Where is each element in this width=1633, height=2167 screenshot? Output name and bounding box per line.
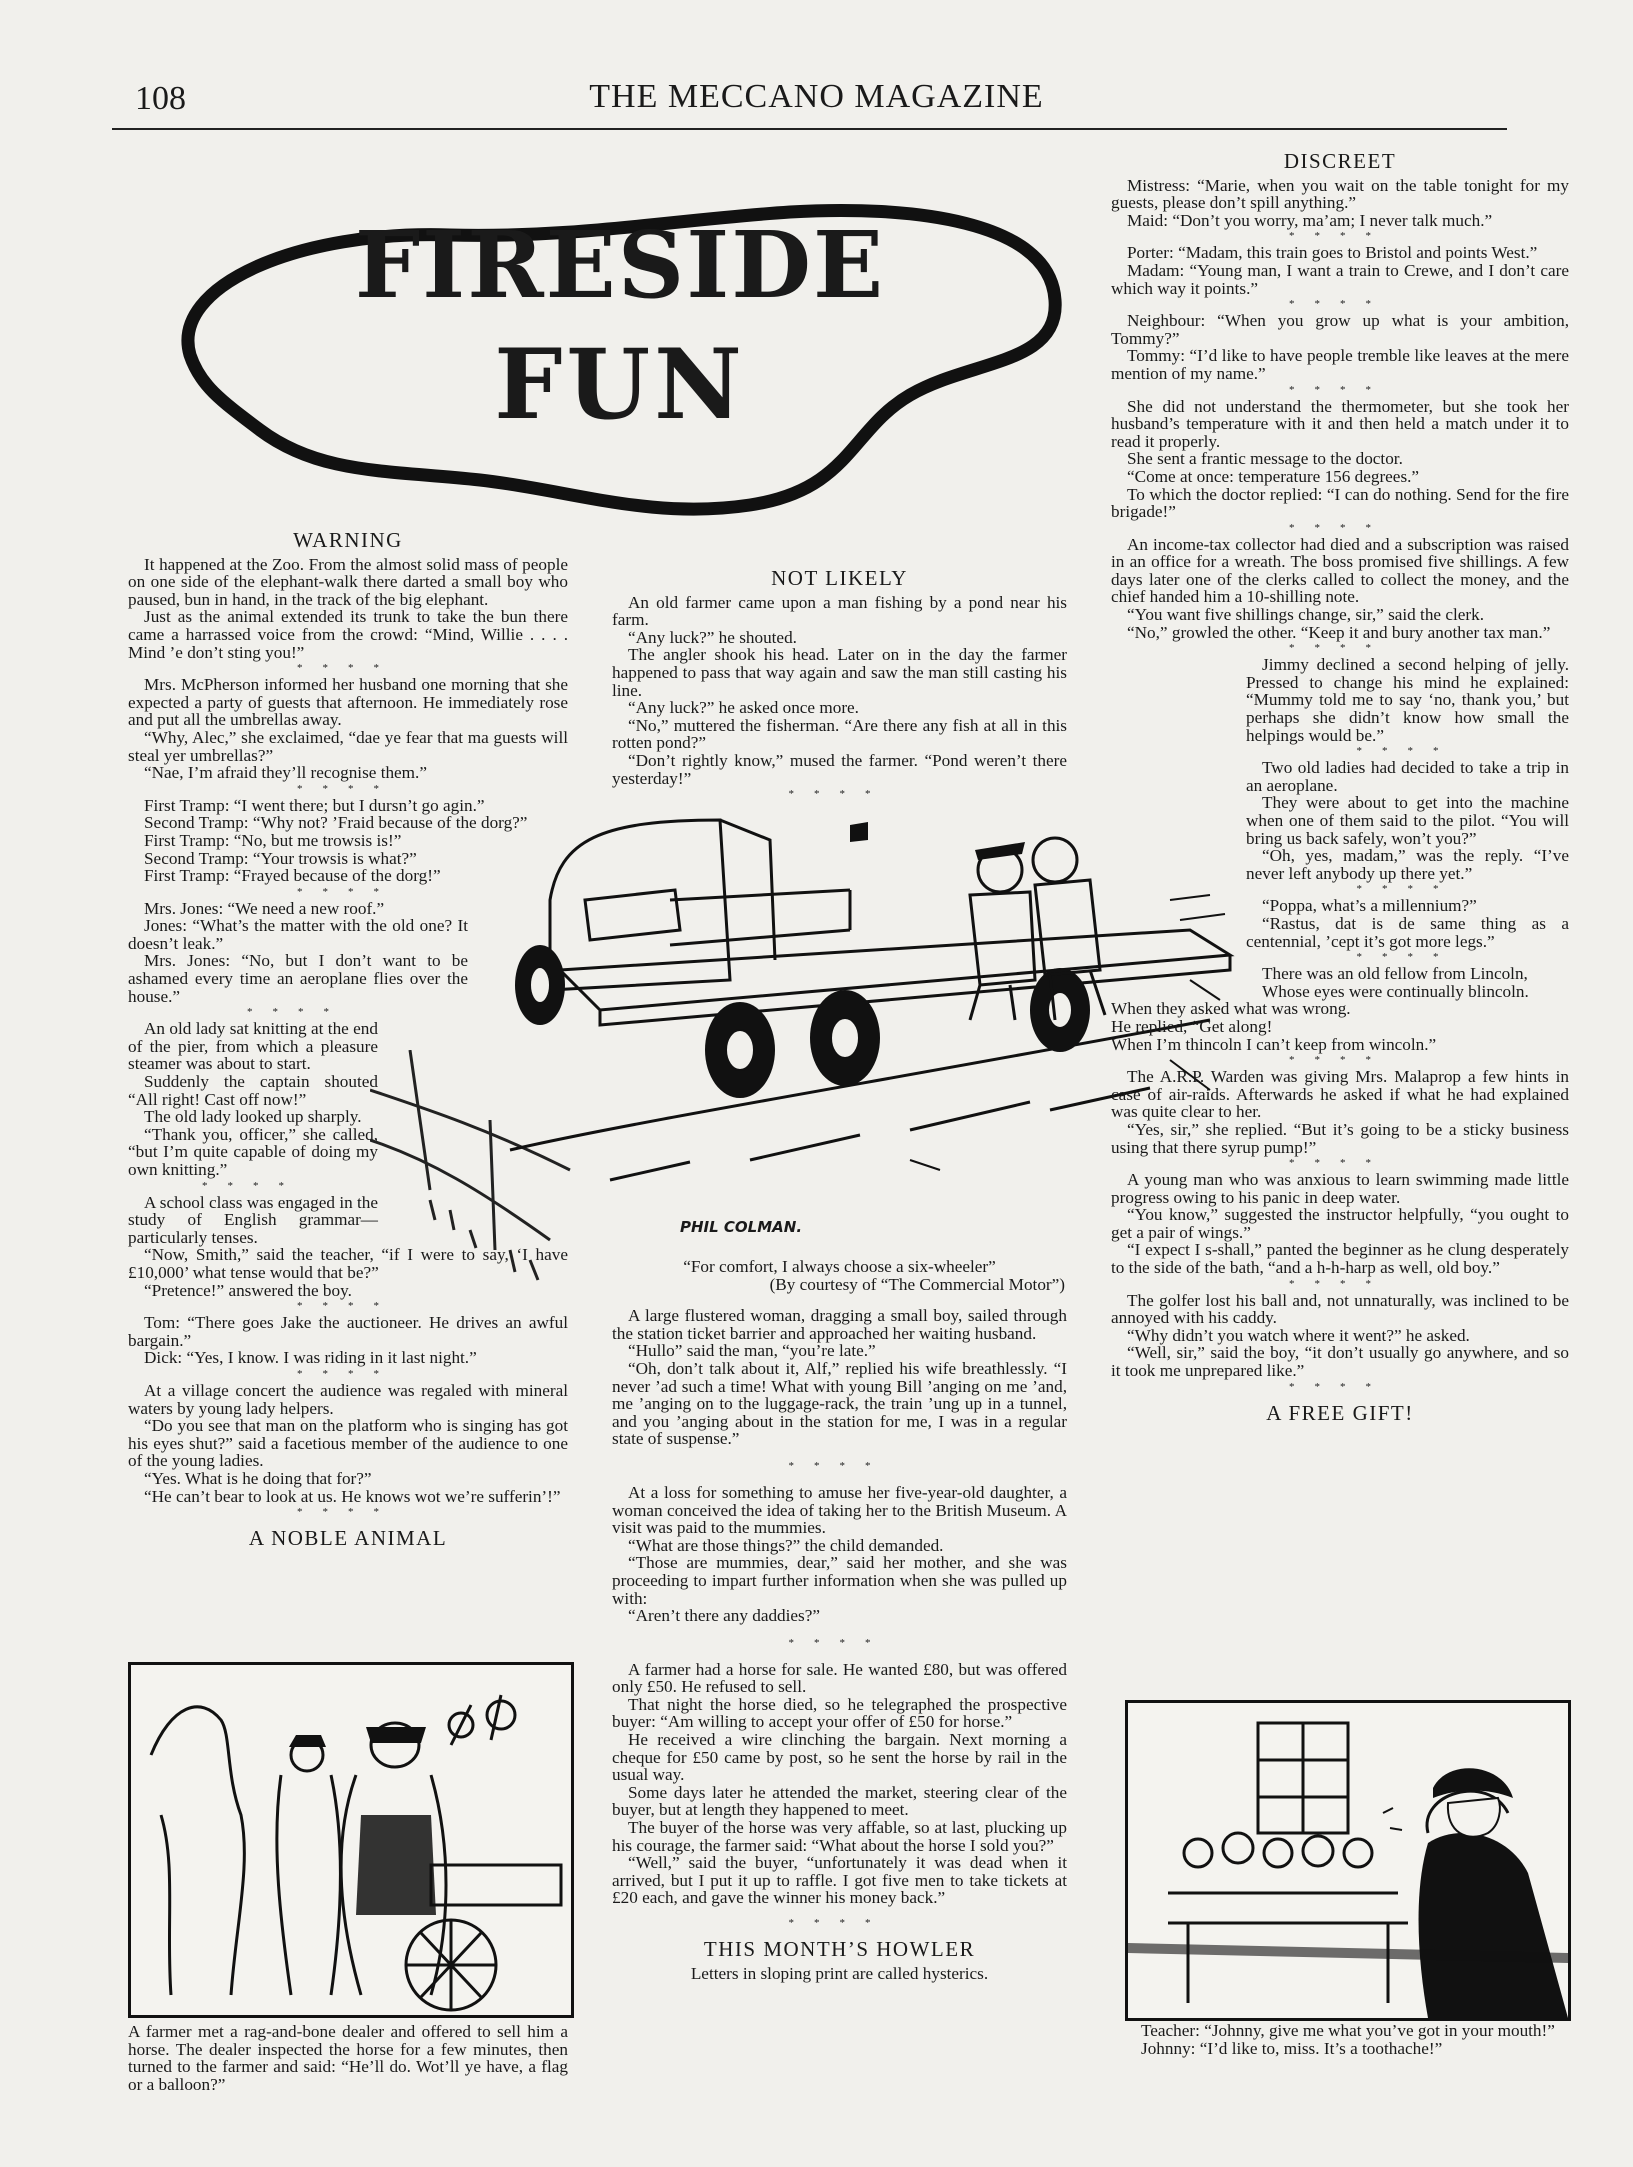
paragraph: When I’m thincoln I can’t keep from wincoln.” xyxy=(1111,1034,1437,1054)
header-rule xyxy=(112,128,1507,130)
separator-stars: **** xyxy=(1289,1277,1391,1290)
column-middle xyxy=(612,558,1067,802)
truck-caption: “For comfort, I always choose a six-wheeler” xyxy=(683,1257,996,1276)
paragraph: The buyer of the horse was very affable, so at last, plucking up his courage, the farmer said: “What about the horse I sold you?” xyxy=(612,1818,1067,1855)
paragraph: The A.R.P. Warden was giving Mrs. Malaprop a few hints in case of air-raids. Afterwards he asked if what he had explained was quite clear to her. xyxy=(1111,1067,1569,1122)
separator-stars: **** xyxy=(1356,883,1459,896)
paragraph: When they asked what was wrong. xyxy=(1111,999,1351,1019)
paragraph: At a village concert the audience was regaled with mineral waters by young lady helpers. xyxy=(128,1380,568,1418)
paragraph: “Well, sir,” said the boy, “it don’t usually go anywhere, and so it took me unprepared like.” xyxy=(1111,1343,1569,1381)
paragraph: They were about to get into the machine when one of them said to the pilot. “You will bring us back safely, won’t you?” xyxy=(1246,793,1569,848)
illustrator-signature: PHIL COLMAN. xyxy=(680,1218,803,1236)
paragraph: He replied, “Get along! xyxy=(1111,1016,1273,1036)
classroom-drawing xyxy=(1128,1703,1568,2018)
noble-animal-cartoon xyxy=(128,1662,574,2018)
paragraph: “Now, Smith,” said the teacher, “if I were to say, ‘I have £10,000’ what tense would that be?” xyxy=(128,1245,568,1282)
paragraph: At a loss for something to amuse her five-year-old daughter, a woman conceived the idea of taking her to the British Museum. A visit was paid to the mummies. xyxy=(612,1482,1067,1538)
heading-noble-animal: A NOBLE ANIMAL xyxy=(248,1526,448,1551)
paragraph: A farmer had a horse for sale. He wanted £80, but was offered only £50. He refused to sell. xyxy=(612,1659,1067,1697)
separator-stars: **** xyxy=(297,1300,399,1313)
banner-title-line2: FUN xyxy=(494,328,746,441)
paragraph: Second Tramp: “Why not? ’Fraid because of the dorg?” xyxy=(144,813,528,833)
paragraph: Maid: “Don’t you worry, ma’am; I never talk much.” xyxy=(1127,210,1493,230)
paragraph: An old lady sat knitting at the end of the pier, from which a pleasure steamer was about to start. xyxy=(128,1019,378,1074)
paragraph: “What are those things?” the child demanded. xyxy=(628,1535,944,1555)
paragraph: “Thank you, officer,” she called, “but I’m quite capable of doing my own knitting.” xyxy=(128,1124,378,1179)
separator-stars: **** xyxy=(247,1006,349,1019)
paragraph: Mrs. Jones: “No, but I don’t want to be ashamed every time an aeroplane flies over the house.” xyxy=(128,951,468,1006)
paragraph: “You want five shillings change, sir,” said the clerk. xyxy=(1127,605,1484,625)
paragraph: “Yes, sir,” she replied. “But it’s going to be a sticky business using that there syrup pump!” xyxy=(1111,1119,1569,1157)
paragraph: “I expect I s-shall,” panted the beginner as he clung desperately to the side of the bath, “and a h-h-harp as well, old boy.” xyxy=(1111,1240,1569,1278)
heading-warning: WARNING xyxy=(293,528,403,552)
paragraph: To which the doctor replied: “I can do nothing. Send for the fire brigade!” xyxy=(1111,484,1569,522)
paragraph: A large flustered woman, dragging a small boy, sailed through the station ticket barrier and approached her waiting husband. xyxy=(612,1306,1067,1343)
separator-stars: **** xyxy=(1356,951,1459,964)
separator-stars: **** xyxy=(1289,1380,1391,1393)
separator-stars: **** xyxy=(1356,745,1459,758)
separator-stars: **** xyxy=(1289,230,1391,243)
paragraph: An old farmer came upon a man fishing by a pond near his farm. xyxy=(612,592,1067,630)
paragraph: “Oh, don’t talk about it, Alf,” replied his wife breathlessly. “I never ’ad such a time! What with young Bill ’anging on me ’and, me ’anging on to the luggage-rack, the train ’ung up in a tunnel, and you ’anging about in the station for me, I was in a regular state of suspense.” xyxy=(612,1358,1067,1449)
paragraph: “He can’t bear to look at us. He knows wot we’re sufferin’!” xyxy=(144,1486,561,1506)
separator-stars: **** xyxy=(202,1179,304,1192)
paragraph: She sent a frantic message to the doctor. xyxy=(1127,449,1403,469)
paragraph: Some days later he attended the market, steering clear of the buyer, but at length they happened to meet. xyxy=(612,1782,1067,1820)
separator-stars: **** xyxy=(1289,298,1391,311)
paragraph: “Come at once: temperature 156 degrees.” xyxy=(1127,466,1420,486)
paragraph: An income-tax collector had died and a subscription was raised in an office for a wreath. The boss promised five shillings. A few days later one of the clerks called to collect the money, and the chief handed him a 10-shilling note. xyxy=(1111,534,1569,607)
running-head: THE MECCANO MAGAZINE xyxy=(589,78,1044,115)
separator-stars: **** xyxy=(788,1917,891,1929)
paragraph: Just as the animal extended its trunk to take the bun there came a harrassed voice from the crowd: “Mind, Willie . . . . Mind ’e don’t sting you!” xyxy=(128,607,568,662)
paragraph: She did not understand the thermometer, but she took her husband’s temperature with it and then held a match under it to read it properly. xyxy=(1111,396,1569,451)
paragraph: “Nae, I’m afraid they’ll recognise them.” xyxy=(144,763,427,783)
paragraph: “Rastus, dat is de same thing as a centennial, ’cept it’s got more legs.” xyxy=(1246,913,1569,951)
paragraph: “Pretence!” answered the boy. xyxy=(144,1280,352,1300)
paragraph: Suddenly the captain shouted “All right! Cast off now!” xyxy=(128,1072,378,1109)
paragraph: First Tramp: “Frayed because of the dorg!” xyxy=(144,866,441,886)
separator-stars: **** xyxy=(1289,521,1391,534)
howler-text: Letters in sloping print are called hysterics. xyxy=(690,1963,989,1983)
paragraph: Second Tramp: “Your trowsis is what?” xyxy=(144,848,417,868)
paragraph: That night the horse died, so he telegraphed the prospective buyer: “Am willing to accept your offer of £50 for horse.” xyxy=(612,1694,1067,1732)
paragraph: Madam: “Young man, I want a train to Crewe, and I don’t care which way it points.” xyxy=(1111,260,1569,298)
separator-stars: **** xyxy=(297,1367,399,1380)
paragraph: Whose eyes were continually blincoln. xyxy=(1262,981,1529,1001)
caption-line: Teacher: “Johnny, give me what you’ve got in your mouth!” xyxy=(1141,2021,1555,2040)
column-middle-lower xyxy=(612,1258,1067,1982)
heading-not-likely: NOT LIKELY xyxy=(771,566,908,590)
paragraph: Mistress: “Marie, when you wait on the table tonight for my guests, please don’t spill anything.” xyxy=(1111,175,1569,213)
separator-stars: **** xyxy=(1289,1054,1391,1067)
paragraph: “Those are mummies, dear,” said her mother, and she was proceeding to impart further information when she was pulled up with: xyxy=(612,1553,1067,1608)
paragraph: A young man who was anxious to learn swimming made little progress owing to his panic in deep water. xyxy=(1111,1170,1569,1207)
paragraph: “Why, Alec,” she exclaimed, “dae ye fear that ma guests will steal yer umbrellas?” xyxy=(128,727,568,765)
noble-animal-caption: A farmer met a rag-and-bone dealer and offered to sell him a horse. The dealer inspected the horse for a few minutes, then turned to the farmer and said: “He’ll do. Wot’ll ye have, a flag or a balloon?” xyxy=(128,2022,568,2094)
paragraph: The angler shook his head. Later on in the day the farmer happened to pass that way again and saw the man still casting his line. xyxy=(612,645,1067,700)
separator-stars: **** xyxy=(297,885,399,898)
separator-stars: **** xyxy=(788,788,891,801)
free-gift-cartoon xyxy=(1125,1700,1571,2021)
separator-stars: **** xyxy=(297,662,399,675)
paragraph: “Oh, yes, madam,” was the reply. “I’ve never left anybody up there yet.” xyxy=(1246,846,1569,883)
paragraph: He received a wire clinching the bargain. Next morning a cheque for £50 came by post, so he sent the horse by rail in the usual way. xyxy=(612,1730,1067,1785)
paragraph: “Yes. What is he doing that for?” xyxy=(144,1468,372,1488)
paragraph: “Do you see that man on the platform who is singing has got his eyes shut?” said a facetious member of the audience to one of the young ladies. xyxy=(128,1416,568,1471)
separator-stars: **** xyxy=(788,1636,891,1649)
page-number: 108 xyxy=(135,80,186,117)
paragraph: It happened at the Zoo. From the almost solid mass of people on one side of the elephant-walk there darted a small boy who paused, bun in hand, in the track of the big elephant. xyxy=(128,554,568,609)
paragraph: Tommy: “I’d like to have people tremble like leaves at the mere mention of my name.” xyxy=(1111,346,1569,383)
paragraph: “No,” muttered the fisherman. “Are there any fish at all in this rotten pond?” xyxy=(612,715,1067,753)
paragraph: A school class was engaged in the study of English grammar—particularly tenses. xyxy=(128,1192,378,1247)
paragraph: “Any luck?” he asked once more. xyxy=(628,698,859,718)
heading-free-gift: A FREE GIFT! xyxy=(1266,1400,1414,1425)
paragraph: “Why didn’t you watch where it went?” he asked. xyxy=(1127,1325,1470,1345)
paragraph: “Well,” said the buyer, “unfortunately it was dead when it arrived, but I put it up to raffle. I got five men to take tickets at £20 each, and gave the winner his money back.” xyxy=(612,1853,1067,1908)
paragraph: “Any luck?” he shouted. xyxy=(628,627,797,647)
paragraph: First Tramp: “I went there; but I dursn’t go agin.” xyxy=(144,795,485,815)
paragraph: “Don’t rightly know,” mused the farmer. “Pond weren’t there yesterday!” xyxy=(612,750,1067,788)
banner xyxy=(150,190,1075,530)
column-right xyxy=(1111,149,1569,1428)
separator-stars: **** xyxy=(1289,1157,1391,1170)
paragraph: Jones: “What’s the matter with the old one? It doesn’t leak.” xyxy=(128,916,468,953)
paragraph: Jimmy declined a second helping of jelly. Pressed to change his mind he explained: “Mummy told me to say ‘no, thank you,’ but perhaps she didn’t know how small the helpings would be.” xyxy=(1246,655,1569,745)
separator-stars: **** xyxy=(1289,642,1391,655)
separator-stars: **** xyxy=(788,1459,891,1472)
separator-stars: **** xyxy=(1289,383,1391,396)
paragraph: Porter: “Madam, this train goes to Bristol and points West.” xyxy=(1127,243,1538,263)
heading-discreet: DISCREET xyxy=(1283,149,1397,173)
paragraph: Mrs. Jones: “We need a new roof.” xyxy=(144,898,385,918)
paragraph: “Poppa, what’s a millennium?” xyxy=(1262,896,1477,916)
paragraph: “Hullo” said the man, “you’re late.” xyxy=(628,1341,876,1361)
paragraph: There was an old fellow from Lincoln, xyxy=(1262,964,1528,984)
caption-line: Johnny: “I’d like to, miss. It’s a toothache!” xyxy=(1141,2038,1443,2058)
paragraph: The old lady looked up sharply. xyxy=(144,1107,362,1127)
separator-stars: **** xyxy=(297,1506,399,1519)
paragraph: Tom: “There goes Jake the auctioneer. He drives an awful bargain.” xyxy=(128,1313,568,1350)
paragraph: First Tramp: “No, but me trowsis is!” xyxy=(144,830,402,850)
paragraph: The golfer lost his ball and, not unnaturally, was inclined to be annoyed with his caddy. xyxy=(1111,1290,1569,1328)
free-gift-caption xyxy=(1125,2022,1573,2057)
truck-courtesy: (By courtesy of “The Commercial Motor”) xyxy=(769,1274,1065,1294)
paragraph: Two old ladies had decided to take a trip in an aeroplane. xyxy=(1246,758,1569,795)
paragraph: “Aren’t there any daddies?” xyxy=(628,1606,820,1626)
paragraph: Dick: “Yes, I know. I was riding in it last night.” xyxy=(144,1348,477,1368)
paragraph: “No,” growled the other. “Keep it and bury another tax man.” xyxy=(1127,622,1551,642)
paragraph: Mrs. McPherson informed her husband one morning that she expected a party of guests that afternoon. He immediately rose and put all the umbrellas away. xyxy=(128,675,568,730)
banner-title-line1: FIRESIDE xyxy=(354,211,886,319)
horse-and-dealer-drawing xyxy=(131,1665,571,2015)
paragraph: Neighbour: “When you grow up what is your ambition, Tommy?” xyxy=(1111,311,1569,348)
paragraph: “You know,” suggested the instructor helpfully, “you ought to get a pair of wings.” xyxy=(1111,1205,1569,1242)
heading-howler: THIS MONTH’S HOWLER xyxy=(703,1937,976,1961)
separator-stars: **** xyxy=(297,782,399,795)
